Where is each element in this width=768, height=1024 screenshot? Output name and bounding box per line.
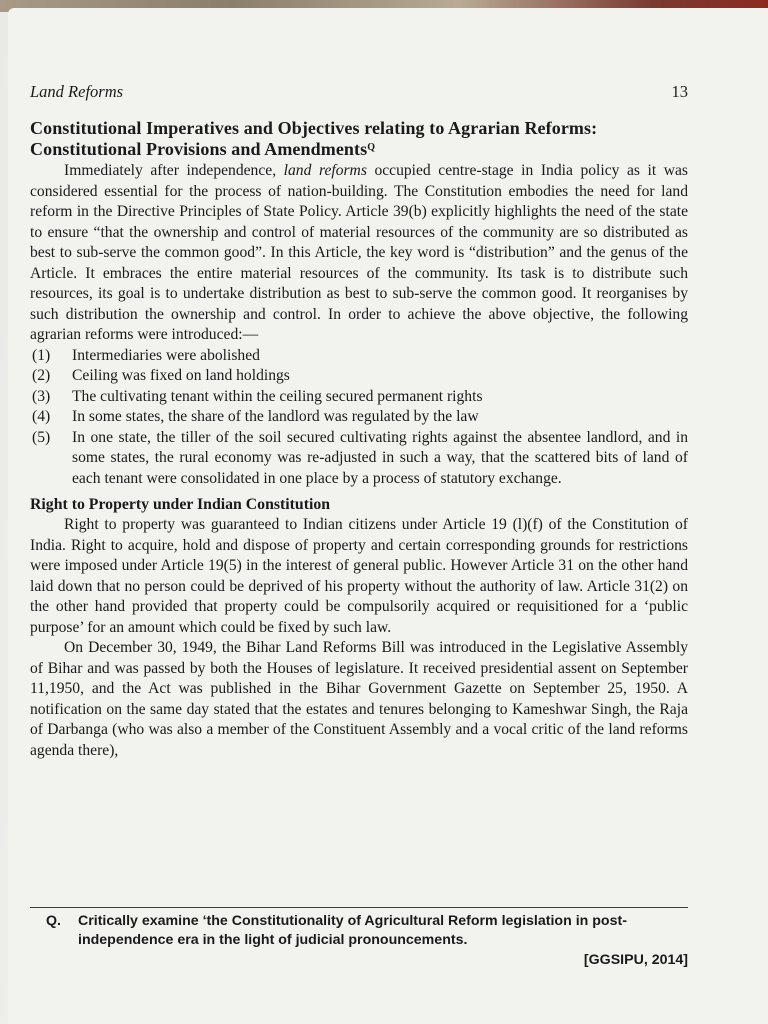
list-item-text: Intermediaries were abolished [72,346,260,364]
footnote-divider [30,907,688,908]
list-item-number: (4) [32,408,51,425]
question-text: Critically examine ‘the Constitutionality of Agricultural Reform legislation in post-independence era in the light of judicial pronouncements. [78,913,627,948]
list-item-number: (3) [32,387,51,405]
page-content [30,82,688,761]
intro-paragraph-rest: occupied centre-stage in India policy as it was considered essential for the process of nation-building. The Constitution embodies the need for land reform in the Directive Principles of State Policy. Article 39(b) explicitly highlights the need of the state to ensure “that the ownership and control of material resources of the community are so distributed as best to sub-serve the common good”. In this Article, the key word is “distribution” and the genus of the Article. It embraces the entire material resources of the community. Its task is to distribute such resources, its goal is to undertake distribution as best to sub-serve the common good. It reorganises by such distribution the ownership and control. In order to achieve the above objective, the following agrarian reforms were introduced:— [30,162,689,343]
list-item-text: Ceiling was fixed on land holdings [72,367,290,384]
running-title: Land Reforms [30,82,124,101]
list-item [30,387,688,408]
subsection-title: Right to Property under Indian Constitution [30,496,331,513]
question-mark-superscript: Q [367,142,376,153]
list-item-text: In some states, the share of the landlord was regulated by the law [72,408,479,425]
list-item-text: The cultivating tenant within the ceiling secured permanent rights [72,387,483,405]
bihar-land-reforms-paragraph: On December 30, 1949, the Bihar Land Reforms Bill was introduced in the Legislative Assembly of Bihar and was passed by both the Houses of legislature. It received presidential assent on September 11,1950, and the Act was published in the Bihar Government Gazette on September 25, 1950. A notification on the same day stated that the estates and tenures belonging to Kameshwar Singh, the Raja of Darbanga (who was also a member of the Constituent Assembly and a vocal critic of the land reforms agenda there), [30,639,688,759]
question-line [46,912,688,950]
agrarian-reforms-list [30,346,688,490]
list-item [30,428,688,490]
page-number: 13 [671,82,688,101]
list-item-text: In one state, the tiller of the soil secured cultivating rights against the absentee landlord, and in some states, the rural economy was re-adjusted in such a way, that the scattered bits of land of each tenant were consolidated in one place by a process of statutory exchange. [72,428,688,487]
section-title-text: Constitutional Imperatives and Objectives relating to Agrarian Reforms: Constitutional Provisions and Amendments [30,118,598,159]
list-item-number: (2) [32,367,51,384]
running-header [30,82,688,106]
list-item [30,407,688,428]
intro-paragraph-start: Immediately after independence, [64,162,284,179]
list-item-number: (5) [32,428,51,446]
question-label: Q. [46,913,61,929]
footnote-question [46,912,688,970]
list-item [30,346,688,367]
question-source: [GGSIPU, 2014] [583,952,688,968]
list-item [30,366,688,387]
list-item-number: (1) [32,346,51,364]
right-to-property-paragraph: Right to property was guaranteed to Indian citizens under Article 19 (l)(f) of the Constitution of India. Right to acquire, hold and dispose of property and certain corresponding grounds for restrictions were imposed under Article 19(5) in the interest of general public. However Article 31 on the other hand laid down that no person could be deprived of his property without the authority of law. Article 31(2) on the other hand provided that property could be compulsorily acquired or requisitioned for a ‘public purpose’ for an amount which could be fixed by such law. [30,516,688,636]
intro-paragraph-italic: land reforms [283,162,367,179]
intro-paragraph [30,161,688,346]
section-title [30,118,688,160]
